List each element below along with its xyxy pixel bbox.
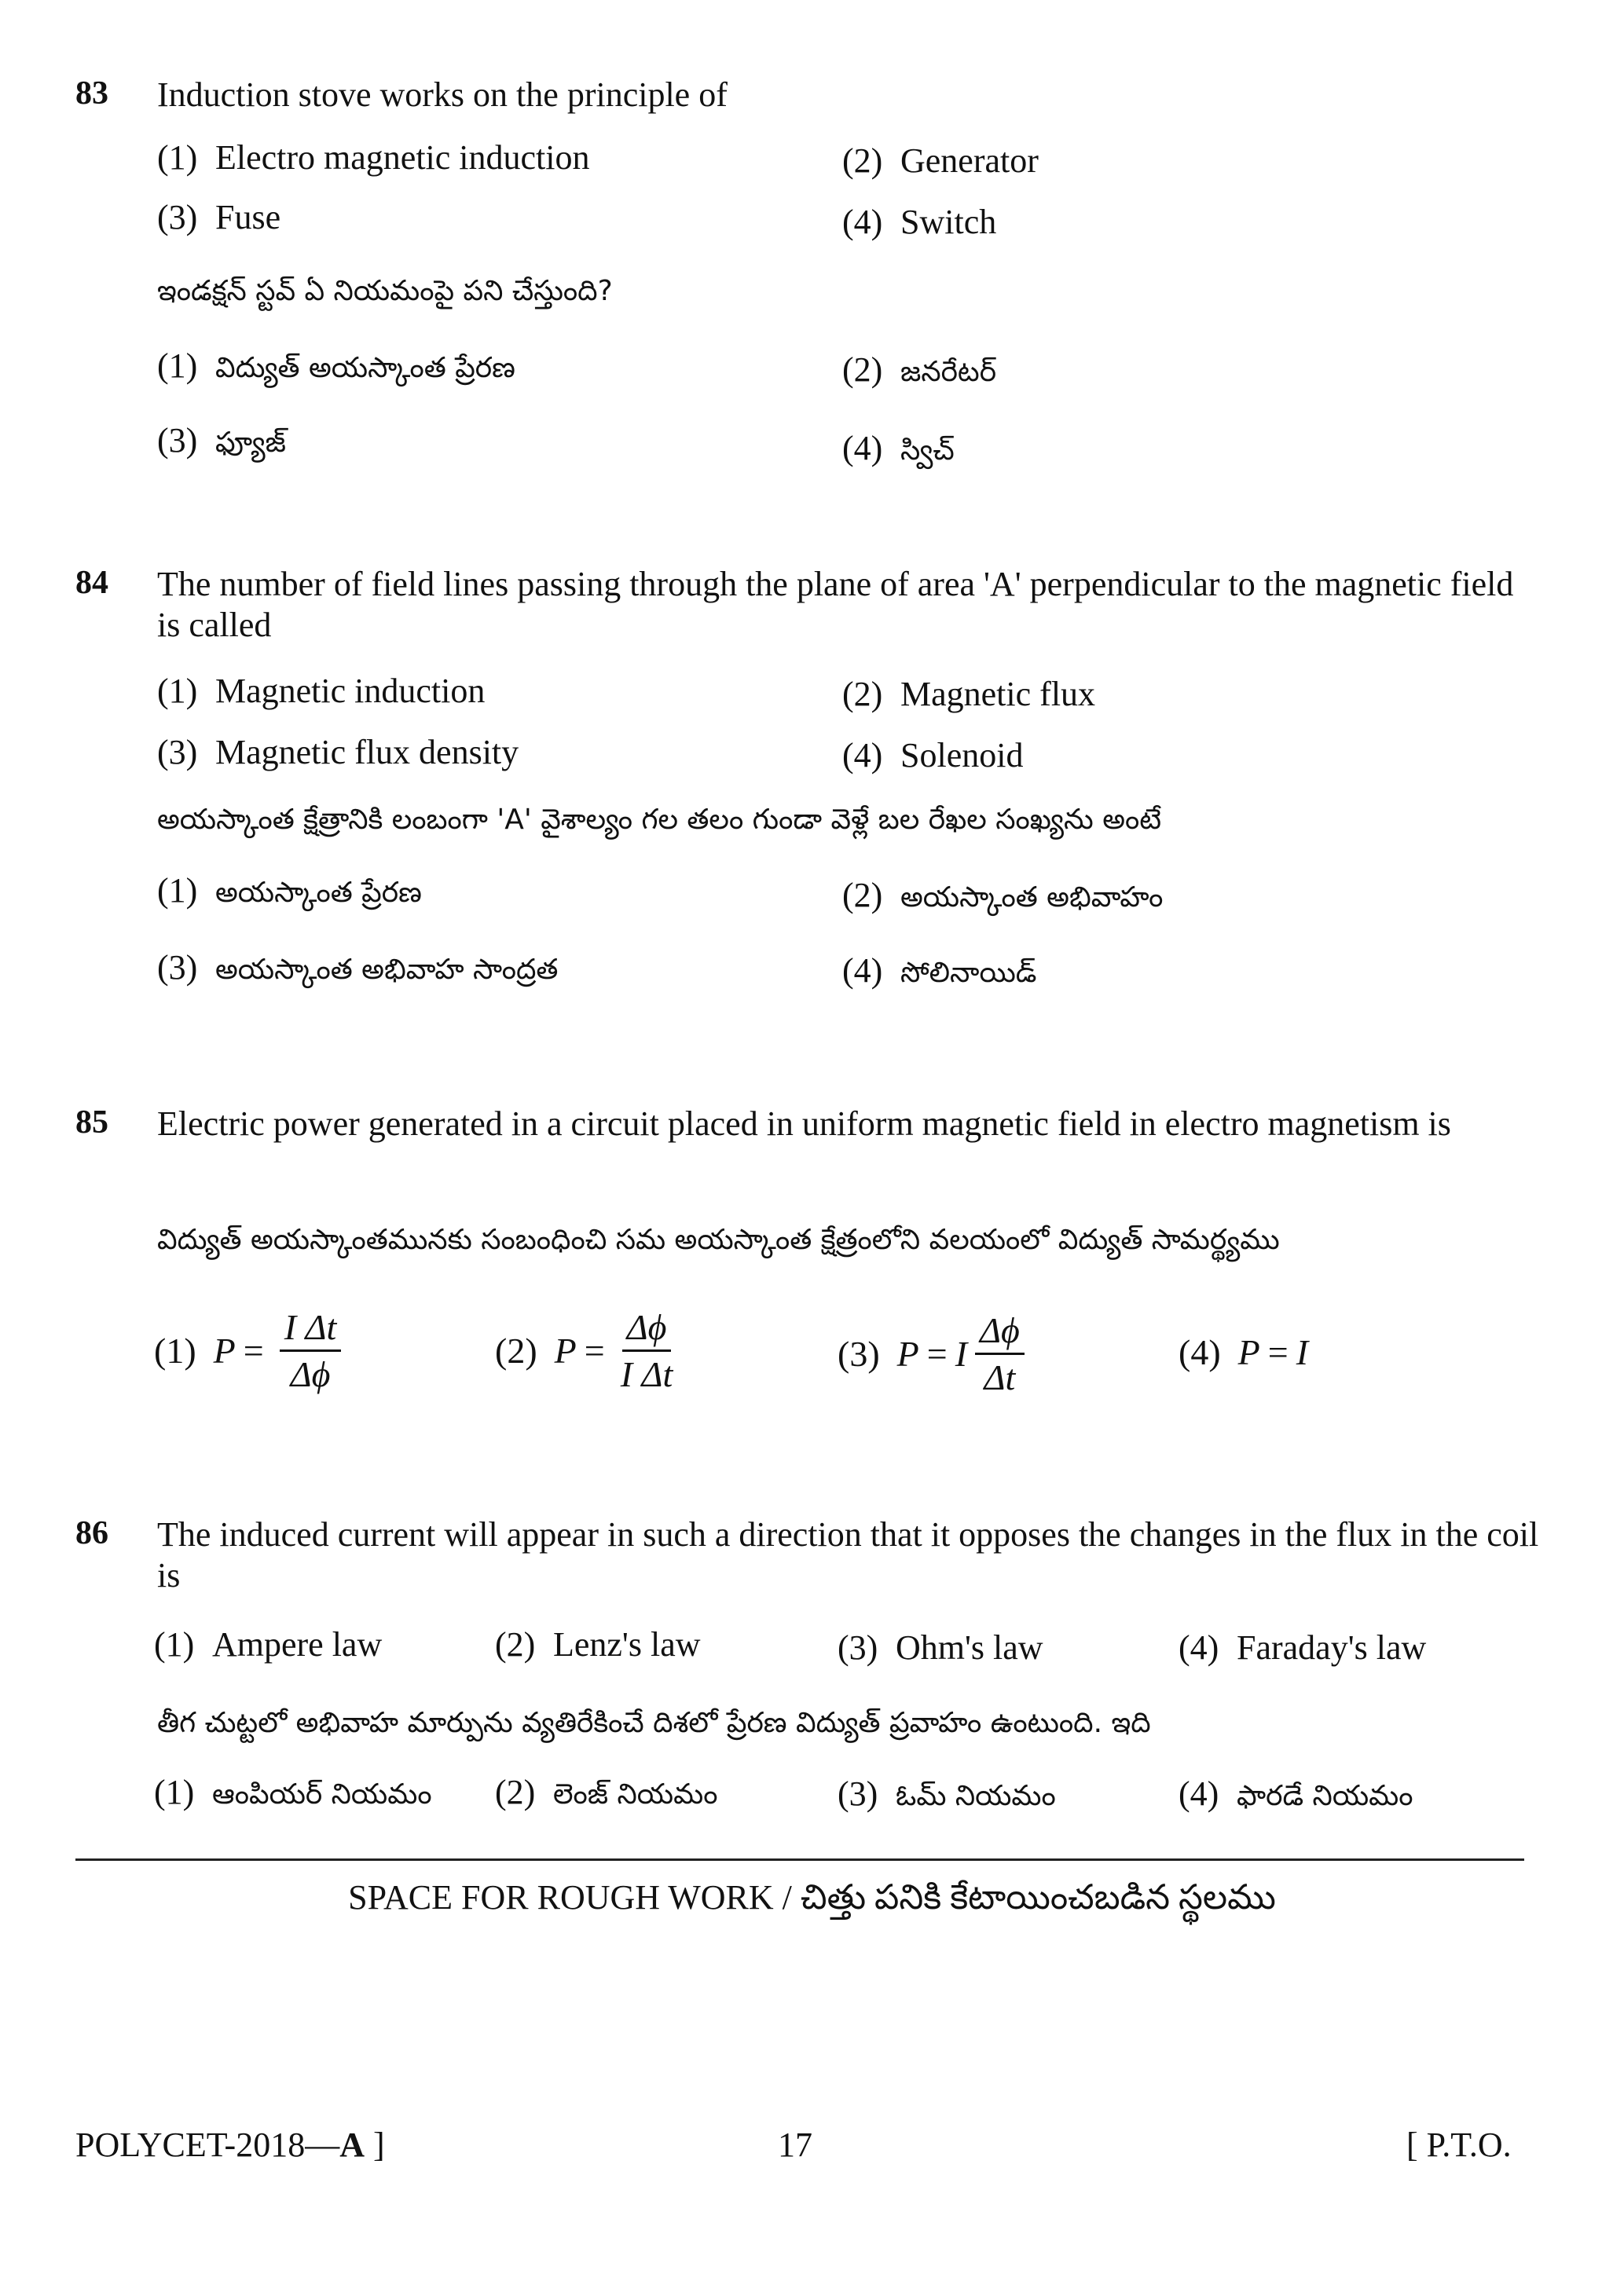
option-3-en: (3) Fuse [157,198,281,236]
question-number: 86 [75,1515,108,1551]
page-number: 17 [778,2126,812,2164]
option-2-en: (2) Lenz's law [495,1625,701,1664]
option-1-te: (1) విద్యుత్ అయస్కాంత ప్రేరణ [157,346,515,385]
formula-option-2: (2) P = $\frac{\Delta\phi}{\text{I Δt}}$ [495,1307,673,1394]
option-1-en: (1) Ampere law [154,1625,383,1664]
option-2-en: (2) Magnetic flux [842,675,1096,713]
option-3-te: (3) అయస్కాంత అభివాహ సాంద్రత [157,948,559,987]
question-text-te: ఇండక్షన్ స్టవ్ ఏ నియమంపై పని చేస్తుంది? [157,275,613,307]
question-text-en: Electric power generated in a circuit placed in uniform magnetic field in electro magnetism is [157,1104,1451,1143]
option-1-te: (1) అయస్కాంత ప్రేరణ [157,871,422,910]
option-4-te: (4) స్విచ్ [842,429,955,467]
question-text-te: విద్యుత్ అయస్కాంతమునకు సంబంధించి సమ అయస్కాంత క్షేత్రంలోని వలయంలో విద్యుత్ సామర్థ్యము [157,1224,1280,1256]
rough-work-label: SPACE FOR ROUGH WORK / చిత్తు పనికి కేటాయించబడిన స్థలము [348,1878,1276,1917]
paper-code: POLYCET-2018—A ] [75,2126,385,2164]
option-3-te: (3) ఫ్యూజ్ [157,421,286,460]
option-4-te: (4) సోలినాయిడ్ [842,951,1037,990]
option-3-en: (3) Ohm's law [838,1628,1043,1667]
option-3-en: (3) Magnetic flux density [157,733,519,771]
option-2-en: (2) Generator [842,141,1039,180]
question-text-te: అయస్కాంత క్షేత్రానికి లంబంగా 'A' వైశాల్యం గల తలం గుండా వెళ్లే బల రేఖల సంఖ్యను అంటే [157,804,1162,836]
pto-label: [ P.T.O. [1406,2126,1512,2164]
question-number: 85 [75,1104,108,1141]
option-2-te: (2) జనరేటర్ [842,350,997,389]
question-number: 84 [75,565,108,601]
question-text-en: The number of field lines passing through the plane of area 'A' perpendicular to the magnetic field is called [157,565,1514,644]
question-text-en: The induced current will appear in such a direction that it opposes the changes in the flux in the coil is [157,1515,1539,1595]
option-4-en: (4) Faraday's law [1179,1628,1427,1667]
option-1-en: (1) Electro magnetic induction [157,138,590,177]
formula-option-3: (3) P = I $\frac{\Delta\phi}{\Delta t}$ [838,1309,1025,1398]
formula-option-4: (4) P = I [1179,1332,1309,1372]
option-4-te: (4) ఫారడే నియమం [1179,1774,1413,1813]
option-1-en: (1) Magnetic induction [157,672,486,710]
option-4-en: (4) Solenoid [842,736,1024,774]
question-text-en: Induction stove works on the principle of [157,75,728,114]
question-text-te: తీగ చుట్టలో అభివాహ మార్పును వ్యతిరేకించే దిశలో ప్రేరణ విద్యుత్ ప్రవాహం ఉంటుంది. ఇది [157,1707,1151,1739]
option-4-en: (4) Switch [842,203,997,241]
option-3-te: (3) ఓమ్ నియమం [838,1774,1056,1813]
option-1-te: (1) ఆంపియర్ నియమం [154,1773,432,1811]
option-2-te: (2) అయస్కాంత అభివాహం [842,876,1164,914]
formula-option-1: (1) P = $\frac{\text{I Δt}}{\Delta\phi}$ [154,1306,341,1395]
question-number: 83 [75,75,108,112]
option-2-te: (2) లెంజ్ నియమం [495,1773,718,1811]
divider [75,1858,1524,1861]
